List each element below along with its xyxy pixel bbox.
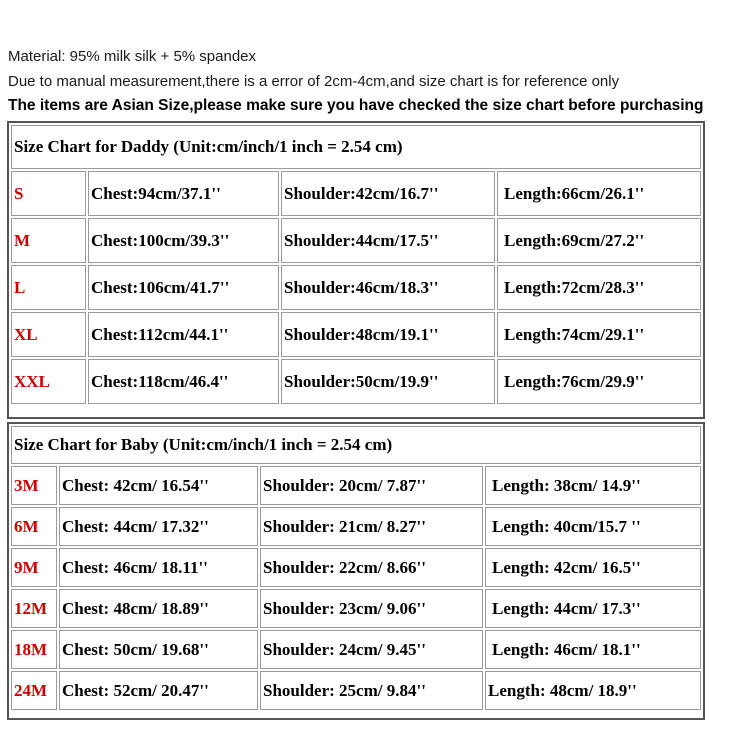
length-cell: Length: 44cm/ 17.3'' [485, 589, 701, 628]
chest-cell: Chest: 50cm/ 19.68'' [59, 630, 258, 669]
measurement-note: Due to manual measurement,there is a error of 2cm-4cm,and size chart is for reference only [8, 73, 620, 90]
chest-cell: Chest:94cm/37.1'' [88, 171, 279, 216]
length-cell: Length:76cm/29.9'' [497, 359, 701, 404]
length-cell: Length:72cm/28.3'' [497, 265, 701, 310]
shoulder-cell: Shoulder: 22cm/ 8.66'' [260, 548, 483, 587]
baby-size-chart [7, 422, 705, 720]
length-cell: Length: 46cm/ 18.1'' [485, 630, 701, 669]
size-label: M [11, 218, 86, 263]
chest-cell: Chest:118cm/46.4'' [88, 359, 279, 404]
shoulder-cell: Shoulder:48cm/19.1'' [281, 312, 495, 357]
daddy-size-table [9, 123, 703, 406]
chest-cell: Chest:106cm/41.7'' [88, 265, 279, 310]
size-label: 3M [11, 466, 57, 505]
length-cell: Length:74cm/29.1'' [497, 312, 701, 357]
shoulder-cell: Shoulder:46cm/18.3'' [281, 265, 495, 310]
size-label: 9M [11, 548, 57, 587]
chest-cell: Chest: 42cm/ 16.54'' [59, 466, 258, 505]
daddy-size-chart [7, 121, 705, 419]
chest-cell: Chest:112cm/44.1'' [88, 312, 279, 357]
daddy-title-row [11, 125, 701, 169]
length-cell: Length: 38cm/ 14.9'' [485, 466, 701, 505]
table-row [11, 466, 701, 505]
chest-cell: Chest: 44cm/ 17.32'' [59, 507, 258, 546]
table-row [11, 507, 701, 546]
table-row [11, 630, 701, 669]
table-row [11, 218, 701, 263]
shoulder-cell: Shoulder: 23cm/ 9.06'' [260, 589, 483, 628]
chest-cell: Chest: 52cm/ 20.47'' [59, 671, 258, 710]
size-label: XXL [11, 359, 86, 404]
material-line: Material: 95% milk silk + 5% spandex [8, 48, 257, 65]
chest-cell: Chest:100cm/39.3'' [88, 218, 279, 263]
size-label: XL [11, 312, 86, 357]
table-row [11, 589, 701, 628]
table-row [11, 548, 701, 587]
shoulder-cell: Shoulder: 20cm/ 7.87'' [260, 466, 483, 505]
length-cell: Length: 42cm/ 16.5'' [485, 548, 701, 587]
length-cell: Length:66cm/26.1'' [497, 171, 701, 216]
baby-chart-title: Size Chart for Baby (Unit:cm/inch/1 inch = 2.54 cm) [11, 426, 701, 464]
shoulder-cell: Shoulder: 21cm/ 8.27'' [260, 507, 483, 546]
table-row [11, 671, 701, 710]
shoulder-cell: Shoulder:42cm/16.7'' [281, 171, 495, 216]
size-label: 24M [11, 671, 57, 710]
asian-size-note: The items are Asian Size,please make sure you have checked the size chart before purchasing [8, 97, 704, 114]
daddy-chart-title: Size Chart for Daddy (Unit:cm/inch/1 inch = 2.54 cm) [11, 125, 701, 169]
table-row [11, 359, 701, 404]
shoulder-cell: Shoulder:44cm/17.5'' [281, 218, 495, 263]
baby-title-row [11, 426, 701, 464]
shoulder-cell: Shoulder:50cm/19.9'' [281, 359, 495, 404]
baby-size-table [9, 424, 703, 712]
length-cell: Length: 40cm/15.7 '' [485, 507, 701, 546]
size-label: 6M [11, 507, 57, 546]
shoulder-cell: Shoulder: 25cm/ 9.84'' [260, 671, 483, 710]
table-row [11, 265, 701, 310]
size-label: 12M [11, 589, 57, 628]
size-label: 18M [11, 630, 57, 669]
table-row [11, 171, 701, 216]
chest-cell: Chest: 46cm/ 18.11'' [59, 548, 258, 587]
shoulder-cell: Shoulder: 24cm/ 9.45'' [260, 630, 483, 669]
table-row [11, 312, 701, 357]
length-cell: Length:69cm/27.2'' [497, 218, 701, 263]
length-cell: Length: 48cm/ 18.9'' [485, 671, 701, 710]
size-label: S [11, 171, 86, 216]
chest-cell: Chest: 48cm/ 18.89'' [59, 589, 258, 628]
size-label: L [11, 265, 86, 310]
